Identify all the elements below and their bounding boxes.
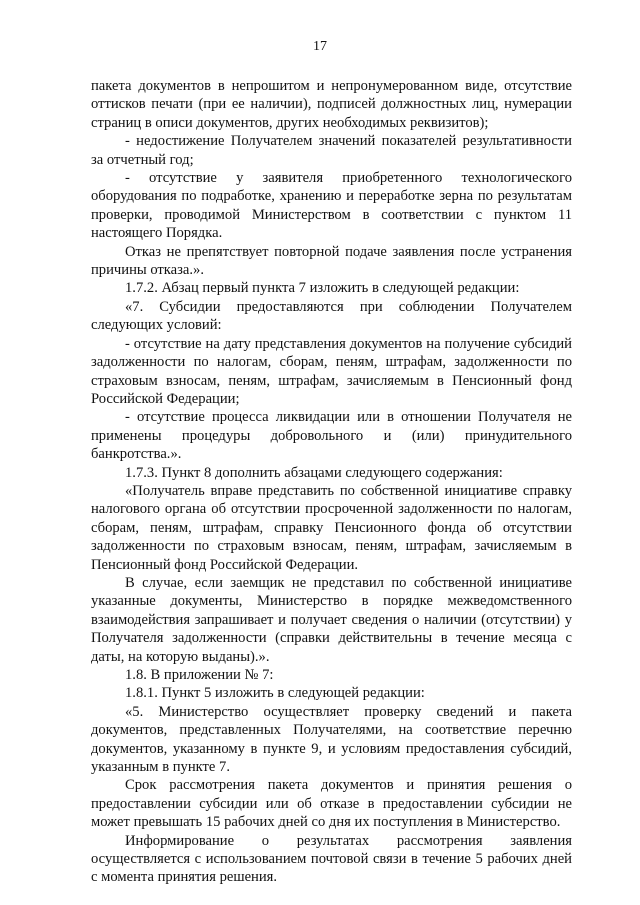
paragraph: пакета документов в непрошитом и непронумерованном виде, отсутствие оттисков печати (при ее наличии), подписей должностных лиц, нумерации страниц в описи документов, других необходимых реквизитов);: [91, 78, 572, 131]
paragraph: - отсутствие процесса ликвидации или в отношении Получателя не применены процедуры добровольного и (или) принудительного банкротства.».: [91, 409, 572, 463]
paragraph: «5. Министерство осуществляет проверку сведений и пакета документов, представленных Получателями, на соответствие перечню документов, указанному в пункте 9, и условиям предоставления субсидий, указанным в пункте 7.: [91, 703, 572, 776]
paragraph: В случае, если заемщик не представил по собственной инициативе указанные документы, Министерство в порядке межведомственного взаимодействия запрашивает и получает сведения о наличии (отсутствии) у Получателя задолженности (справки действительны в течение месяца с даты, на которую выданы).».: [91, 574, 572, 665]
document-body: [91, 77, 572, 887]
paragraph: 1.7.2. Абзац первый пункта 7 изложить в следующей редакции:: [125, 280, 520, 297]
paragraph: - отсутствие на дату представления документов на получение субсидий задолженности по налогам, сборам, пеням, штрафам, задолженности по страховым взносам, пеням, штрафам, зачисляемым в Пенсионный фонд Российской Федерации;: [91, 335, 572, 407]
paragraph: 1.8. В приложении № 7:: [125, 667, 274, 683]
paragraph: - отсутствие у заявителя приобретенного технологического оборудования по подработке, хранению и переработке зерна по результатам проверки, проводимой Министерством в соответствии с пунктом 11 настоящего Порядка.: [91, 170, 572, 242]
paragraph: Отказ не препятствует повторной подаче заявления после устранения причины отказа.».: [91, 243, 572, 279]
paragraph: Срок рассмотрения пакета документов и принятия решения о предоставлении субсидии или об отказе в предоставлении субсидии не может превышать 15 рабочих дней со дня их поступления в Министерство.: [91, 777, 572, 831]
page-number: 17: [313, 39, 327, 54]
paragraph: 1.8.1. Пункт 5 изложить в следующей редакции:: [125, 685, 425, 702]
paragraph: «7. Субсидии предоставляются при соблюдении Получателем следующих условий:: [91, 298, 572, 334]
paragraph: Информирование о результатах рассмотрения заявления осуществляется с использованием почтовой связи в течение 5 рабочих дней с момента принятия решения.: [91, 832, 572, 886]
paragraph: - недостижение Получателем значений показателей результативности за отчетный год;: [91, 133, 572, 168]
paragraph: 1.7.3. Пункт 8 дополнить абзацами следующего содержания:: [125, 464, 503, 481]
paragraph: «Получатель вправе представить по собственной инициативе справку налогового органа об отсутствии просроченной задолженности по налогам, сборам, пеням, штрафам, справку Пенсионного фонда об отсутствии задолженности по страховым взносам, пеням, штрафам, зачисляемым в Пенсионный фонд Российской Федерации.: [91, 482, 572, 573]
